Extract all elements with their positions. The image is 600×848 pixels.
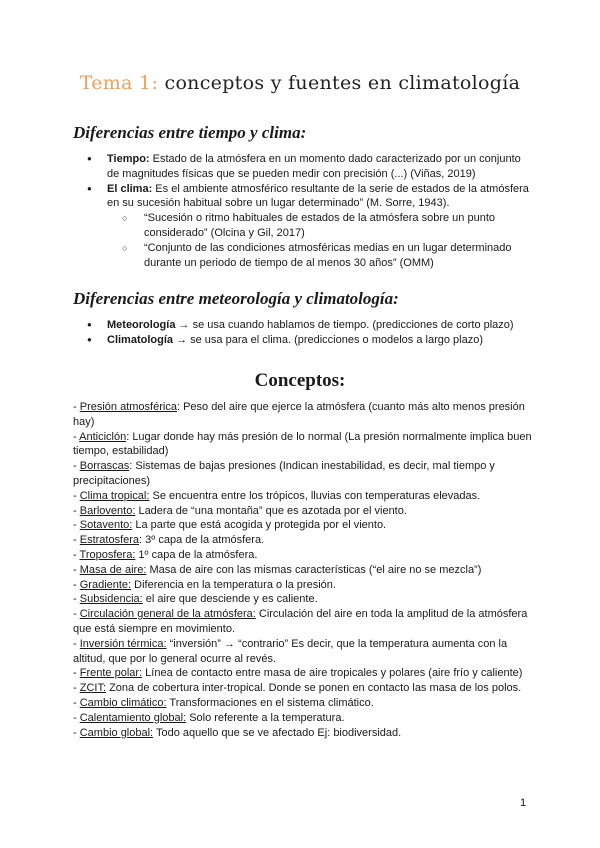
- concept-term: Clima tropical:: [79, 489, 150, 502]
- concept-term: Borrascas: [79, 460, 130, 473]
- concept-text: Ladera de “una montaña” que es azotada por el viento.: [135, 504, 407, 517]
- meteo-clima-list: [82, 318, 532, 348]
- concept-text: La parte que está acogida y protegida por el viento.: [132, 519, 387, 532]
- page-number: 1: [520, 797, 527, 809]
- concept-term: Calentamiento global:: [79, 711, 187, 724]
- concept-text: Todo aquello que se ve afectado Ej: biodiversidad.: [153, 726, 402, 739]
- concept-row: - Inversión térmica: “inversión” → “contrario” Es decir, que la temperatura aumenta con la altitud, que por lo general ocurre al revés.: [73, 637, 508, 665]
- title-text: conceptos y fuentes en climatología: [164, 72, 521, 94]
- concept-term: Sotavento:: [79, 519, 133, 532]
- concept-row: - Estratosfera: 3º capa de la atmósfera.: [73, 534, 265, 547]
- concept-text: : Sistemas de bajas presiones (Indican inestabilidad, es decir, mal tiempo y precipitaciones): [73, 460, 495, 487]
- concept-row: - Cambio climático: Transformaciones en el sistema climático.: [73, 696, 374, 709]
- concept-row: - Gradiente: Diferencia en la temperatura o la presión.: [73, 578, 336, 591]
- concept-row: - Circulación general de la atmósfera: Circulación del aire en toda la amplitud de la atmósfera que está siempre en movimiento.: [73, 608, 528, 635]
- concept-row: - ZCIT: Zona de cobertura inter-tropical. Donde se ponen en contacto las masa de los polos.: [73, 682, 522, 695]
- concept-text: 1º capa de la atmósfera.: [135, 548, 258, 561]
- concept-term: Gradiente:: [79, 578, 132, 591]
- section-heading-tiempo-clima: Diferencias entre tiempo y clima:: [73, 123, 307, 142]
- list-item: [82, 333, 532, 348]
- concept-text: : 3º capa de la atmósfera.: [139, 534, 265, 547]
- concept-text: Zona de cobertura inter-tropical. Donde se ponen en contacto las masa de los polos.: [106, 682, 522, 695]
- item-term: El clima:: [107, 182, 153, 195]
- concept-text: : Lugar donde hay más presión de lo normal (La presión normalmente implica buen tiempo, estabilidad): [73, 430, 532, 458]
- section-heading-meteo-clima: Diferencias entre meteorología y climatología:: [73, 289, 399, 308]
- concept-text: Circulación del aire en toda la amplitud de la atmósfera que está siempre en movimiento.: [73, 608, 528, 635]
- concept-term: Cambio global:: [79, 726, 154, 739]
- page-title: [0, 72, 600, 94]
- list-item: [82, 152, 532, 182]
- item-term: Tiempo:: [107, 153, 150, 165]
- sub-list-item: ○ “Conjunto de las condiciones atmosféricas medias en un lugar determinado durante un periodo de tiempo de al menos 30 años” (OMM): [107, 241, 532, 271]
- concept-row: - Frente polar: Línea de contacto entre masa de aire tropicales y polares (aire frío y caliente): [73, 667, 523, 680]
- item-term: Meteorología: [107, 319, 176, 331]
- concept-text: Línea de contacto entre masa de aire tropicales y polares (aire frío y caliente): [142, 667, 523, 680]
- item-text: Es el ambiente atmosférico resultante de la serie de estados de la atmósfera en su sucesión habitual sobre un lugar determinado” (M. Sorre, 1943).: [107, 182, 529, 210]
- concept-text: Transformaciones en el sistema climático.: [166, 696, 374, 709]
- concept-term: ZCIT:: [79, 682, 107, 695]
- item-text: → se usa cuando hablamos de tiempo. (predicciones de corto plazo): [175, 319, 514, 331]
- concept-row: - Anticiclón: Lugar donde hay más presión de lo normal (La presión normalmente implica buen tiempo, estabilidad): [73, 430, 532, 458]
- concept-term: Circulación general de la atmósfera:: [79, 608, 256, 621]
- tiempo-clima-list: [82, 152, 532, 270]
- concept-row: - Masa de aire: Masa de aire con las mismas características (“el aire no se mezcla”): [73, 563, 482, 576]
- concept-row: - Sotavento: La parte que está acogida y protegida por el viento.: [73, 519, 387, 532]
- concept-row: - Presión atmosférica: Peso del aire que ejerce la atmósfera (cuanto más alto menos presión hay): [73, 401, 525, 428]
- concept-term: Subsidencia:: [79, 593, 143, 606]
- list-item: [82, 182, 532, 271]
- item-term: Climatología: [107, 333, 174, 346]
- concept-text: Se encuentra entre los trópicos, lluvias con temperaturas elevadas.: [149, 489, 481, 502]
- concept-row: - Clima tropical: Se encuentra entre los trópicos, lluvias con temperaturas elevadas.: [73, 489, 481, 502]
- concept-row: - Barlovento: Ladera de “una montaña” que es azotada por el viento.: [73, 504, 407, 517]
- concept-text: el aire que desciende y es caliente.: [142, 593, 318, 606]
- concept-term: Masa de aire:: [79, 563, 147, 576]
- concept-row: - Borrascas: Sistemas de bajas presiones (Indican inestabilidad, es decir, mal tiempo y precipitaciones): [73, 460, 495, 487]
- concept-text: Diferencia en la temperatura o la presión.: [131, 578, 336, 591]
- concept-term: Inversión térmica:: [79, 637, 167, 650]
- concept-text: Solo referente a la temperatura.: [186, 711, 345, 724]
- concept-term: Presión atmosférica: [79, 401, 177, 413]
- concept-term: Frente polar:: [79, 667, 143, 680]
- item-text: Estado de la atmósfera en un momento dado caracterizado por un conjunto de magnitudes físicas que se pueden medir con precisión (...) (Viñas, 2019): [107, 153, 521, 180]
- concept-term: Troposfera:: [79, 548, 136, 561]
- concept-row: - Troposfera: 1º capa de la atmósfera.: [73, 548, 258, 561]
- concept-term: Estratosfera: [79, 534, 140, 547]
- concept-term: Cambio climático:: [79, 696, 167, 709]
- concept-text: : Peso del aire que ejerce la atmósfera (cuanto más alto menos presión hay): [73, 401, 525, 428]
- concepts-list: [73, 400, 533, 740]
- concept-text: Masa de aire con las mismas características (“el aire no se mezcla”): [146, 563, 482, 576]
- concept-term: Anticiclón: [79, 430, 127, 443]
- list-item: [82, 318, 532, 333]
- item-text: → se usa para el clima. (predicciones o modelos a largo plazo): [173, 333, 483, 346]
- concept-row: - Subsidencia: el aire que desciende y es caliente.: [73, 593, 318, 606]
- concept-row: - Cambio global: Todo aquello que se ve afectado Ej: biodiversidad.: [73, 726, 402, 739]
- concept-row: - Calentamiento global: Solo referente a la temperatura.: [73, 711, 345, 724]
- concept-term: Barlovento:: [79, 504, 136, 517]
- sub-list-item: ○ “Sucesión o ritmo habituales de estados de la atmósfera sobre un punto considerado” (Olcina y Gil, 2017): [107, 211, 532, 241]
- concept-text: “inversión” → “contrario” Es decir, que la temperatura aumenta con la altitud, que por lo general ocurre al revés.: [73, 637, 508, 665]
- concepts-heading: Conceptos:: [254, 370, 346, 391]
- title-prefix: Tema 1:: [79, 72, 159, 94]
- clima-sublist: [107, 211, 532, 270]
